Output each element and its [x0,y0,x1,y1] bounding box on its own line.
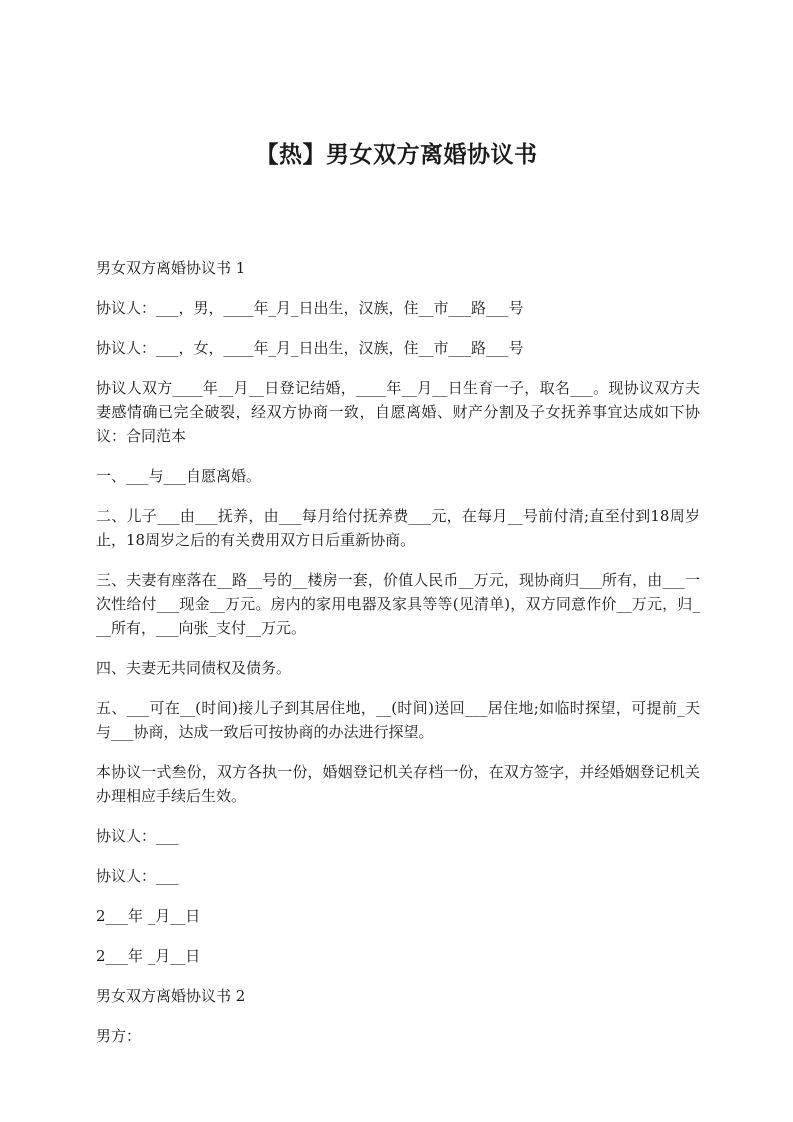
document-title: 【热】男女双方离婚协议书 [255,142,538,168]
section-heading-1: 男女双方离婚协议书 1 [96,259,246,277]
party-male-line: 协议人：___，男，____年_月_日出生，汉族，住__市___路___号 [96,299,524,317]
copies-clause: 本协议一式叁份，双方各执一份，婚姻登记机关存档一份，在双方签字，并经婚姻登记机关办理相应手续后生效。 [96,763,700,805]
signature-line-2: 协议人：___ [96,867,179,885]
clause-3: 三、夫妻有座落在__路__号的__楼房一套，价值人民币__万元，现协商归___所有，由___一次性给付___现金__万元。房内的家用电器及家具等等(见清单)，双方同意作价__万元，归___所有，___向张_支付__万元。 [96,571,700,637]
section-heading-2: 男女双方离婚协议书 2 [96,987,246,1005]
party-female-line: 协议人：___，女，____年_月_日出生，汉族，住__市___路___号 [96,339,524,357]
clause-1: 一、___与___自愿离婚。 [96,467,262,485]
agreement-preamble: 协议人双方____年__月__日登记结婚，____年__月__日生育一子，取名___。现协议双方夫妻感情确已完全破裂，经双方协商一致，自愿离婚、财产分割及子女抚养事宜达成如下协议：合同范本 [96,379,700,445]
male-party-label: 男方： [96,1027,142,1045]
clause-5: 五、___可在__(时间)接儿子到其居住地，__(时间)送回___居住地;如临时探望，可提前_天与___协商，达成一致后可按协商的办法进行探望。 [96,699,700,741]
signature-line-1: 协议人：___ [96,827,179,845]
document-body [96,256,700,1064]
date-line-2: 2___年 _月__日 [96,947,201,965]
clause-2: 二、儿子___由___抚养，由___每月给付抚养费___元，在每月__号前付清;直至付到18周岁止，18周岁之后的有关费用双方日后重新协商。 [96,507,700,549]
clause-4: 四、夫妻无共同债权及债务。 [96,659,292,677]
date-line-1: 2___年 _月__日 [96,907,201,925]
